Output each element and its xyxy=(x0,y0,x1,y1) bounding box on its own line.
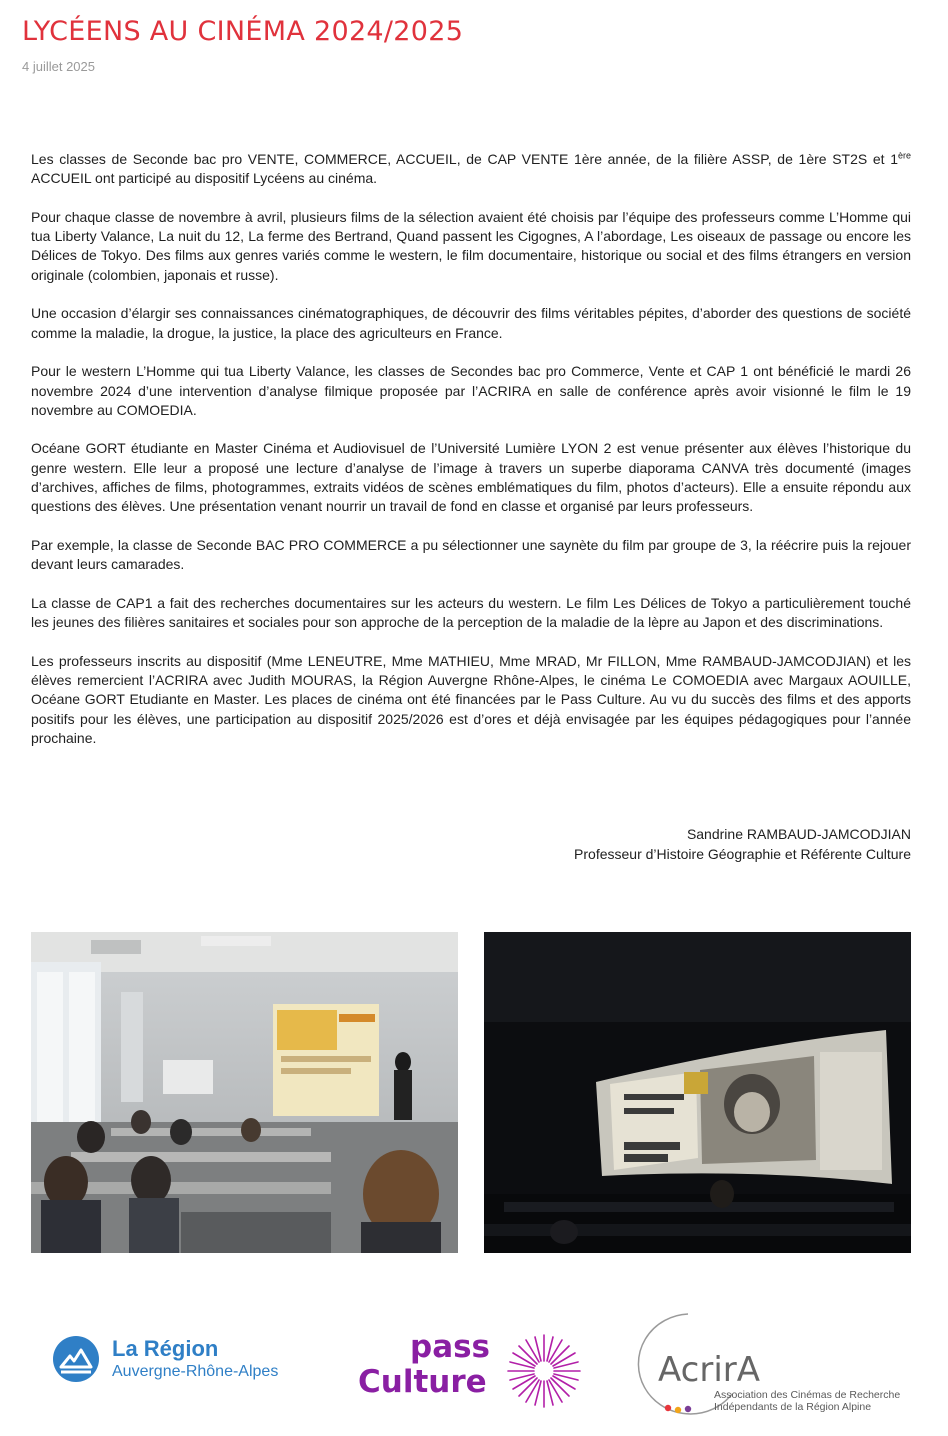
sunburst-icon xyxy=(504,1331,584,1411)
article-body xyxy=(31,150,911,768)
post-date: 4 juillet 2025 xyxy=(22,59,95,74)
paragraph-3: Une occasion d’élargir ses connaissances cinématographiques, de découvrir des films véritables pépites, d’aborder des questions de société comme la maladie, la drogue, la justice, la place des agriculteurs en France. xyxy=(31,305,911,341)
paragraph-4: Pour le western L’Homme qui tua Liberty Valance, les classes de Secondes bac pro Commerce, Vente et CAP 1 ont bénéficié le mardi 26 novembre 2024 d’une intervention d’analyse filmique proposée par l’ACRIRA en salle de conférence après avoir visionné le film le 19 novembre au COMOEDIA. xyxy=(31,363,911,418)
acrira-subtitle-line-2: Indépendants de la Région Alpine xyxy=(714,1401,872,1413)
photo-conference-room xyxy=(31,932,458,1253)
signature xyxy=(31,825,911,864)
paragraph-1-end: ACCUEIL ont participé au dispositif Lycéens au cinéma. xyxy=(31,170,378,187)
signature-role: Professeur d’Histoire Géographie et Référente Culture xyxy=(574,845,911,862)
paragraph-2: Pour chaque classe de novembre à avril, plusieurs films de la sélection avaient été choisis par l’équipe des professeurs comme L’Homme qui tua Liberty Valance, La nuit du 12, La ferme des Bertrand, Quand passent les Cigognes, A l’abordage, Les oiseaux de passage ou encore les Délices de Tokyo. Des films aux genres variés comme le western, le film documentaire, historique ou social et des films étrangers en version originale (colombien, japonais et russe). xyxy=(31,208,911,283)
photo-cinema-screening xyxy=(484,932,911,1253)
pass-culture-word-culture: Culture xyxy=(358,1364,487,1400)
region-logo-name: La Région xyxy=(112,1336,219,1361)
logo-pass-culture xyxy=(358,1330,588,1410)
paragraph-6: Par exemple, la classe de Seconde BAC PRO COMMERCE a pu sélectionner une saynète du film par groupe de 3, la réécrire puis la rejouer devant leurs camarades. xyxy=(31,536,911,573)
region-logo-subtitle: Auvergne-Rhône-Alpes xyxy=(112,1363,279,1380)
superscript-ere: ère xyxy=(897,150,911,161)
logo-acrira xyxy=(628,1310,918,1422)
paragraph-7: La classe de CAP1 a fait des recherches documentaires sur les acteurs du western. Le film Les Délices de Tokyo a particulièrement touché les jeunes des filières sanitaires et sociales pour son approche de la perception de la maladie de la lèpre au Japon et des discriminations. xyxy=(31,594,911,631)
paragraph-5: Océane GORT étudiante en Master Cinéma et Audiovisuel de l’Université Lumière LYON 2 est venue présenter aux élèves l’historique du genre western. Elle leur a proposé une lecture d’analyse de l’image à travers un superbe diaporama CANVA très documenté (images d’archives, affiches de films, photogrammes, extraits vidéos de scènes emblématiques du film, photos d’acteurs). Elle a ensuite répondu aux questions des élèves. Une présentation venant nourrir un travail de fond en classe et organisé par leurs professeurs. xyxy=(31,440,911,515)
paragraph-1-text: Les classes de Seconde bac pro VENTE, COMMERCE, ACCUEIL, de CAP VENTE 1ère année, de la filière ASSP, de 1ère ST2S et 1 xyxy=(31,151,898,167)
acrira-subtitle-line-1: Association des Cinémas de Recherche xyxy=(714,1389,901,1401)
paragraph-8: Les professeurs inscrits au dispositif (Mme LENEUTRE, Mme MATHIEU, Mme MRAD, Mr FILLON, Mme RAMBAUD-JAMCODJIAN) et les élèves remercient l’ACRIRA avec Judith MOURAS, la Région Auvergne Rhône-Alpes, le cinéma Le COMOEDIA avec Margaux AOUILLE, Océane GORT Etudiante en Master. Les places de cinéma ont été financées par le Pass Culture. Au vu du succès des films et des apports positifs pour les élèves, une participation au dispositif 2025/2026 est d’ores et déjà envisagée par les équipes pédagogiques pour l’année prochaine. xyxy=(31,652,911,746)
logo-region-auvergne-rhone-alpes xyxy=(52,1332,312,1388)
page-title: LYCÉENS AU CINÉMA 2024/2025 xyxy=(22,16,464,47)
region-emblem-icon xyxy=(52,1335,100,1383)
paragraph-1 xyxy=(31,150,911,189)
acrira-logo-subtitle xyxy=(714,1389,900,1413)
pass-culture-word-pass: pass xyxy=(410,1329,491,1365)
signature-name: Sandrine RAMBAUD-JAMCODJIAN xyxy=(686,826,911,842)
acrira-logo-name: AcrirA xyxy=(658,1350,761,1390)
